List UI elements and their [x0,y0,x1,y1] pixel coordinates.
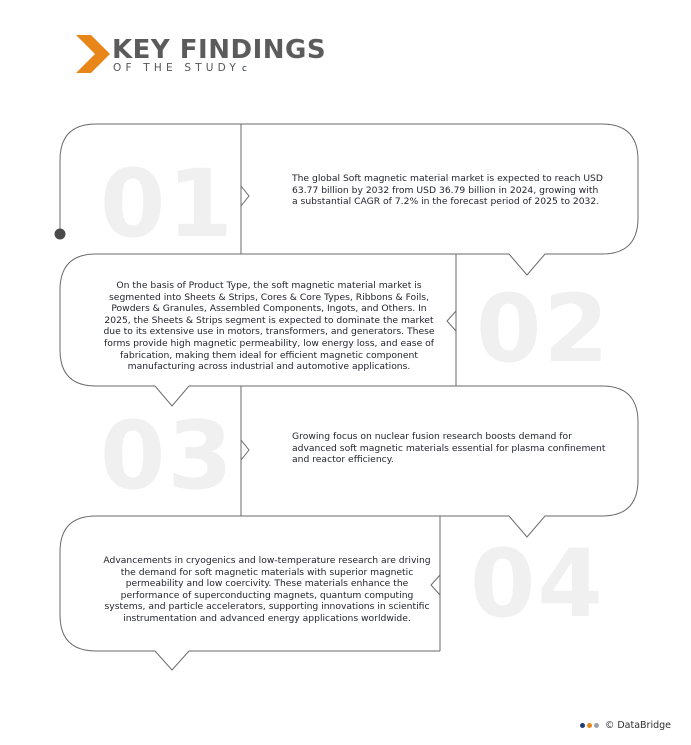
brand-dot [580,723,585,728]
footer-brand: © DataBridge [604,720,671,731]
finding-number-04: 04 [470,530,605,639]
finding-number-03: 03 [100,402,235,511]
finding-text-01: The global Soft magnetic material market is expected to reach USD 63.77 billion by 2032 from USD 36.79 billion in 2024, growing with a substantial CAGR of 7.2% in the forecast period of 2025 to 2032. [292,173,603,208]
brand-dot [587,723,592,728]
timeline-start-dot [55,229,66,240]
footer [580,720,671,731]
brand-dots-icon [580,723,599,728]
page-title: KEY FINDINGS [112,35,327,65]
finding-number-01: 01 [100,150,235,259]
finding-number-02: 02 [476,275,611,384]
brand-dot [594,723,599,728]
finding-text-04: Advancements in cryogenics and low-temperature research are driving the demand for soft magnetic materials with superior magnetic permeability and low coercivity. These materials enhance the performance of superconducting magnets, quantum computing systems, and particle accelerators, supporting innovations in scientific instrumentation and advanced energy applications worldwide. [103,555,431,624]
page-subtitle: OF THE STUDY c [113,62,247,74]
subtitle-mark: c [242,64,247,74]
finding-text-03: Growing focus on nuclear fusion research boosts demand for advanced soft magnetic materials essential for plasma confinement and reactor efficiency. [292,431,606,466]
finding-text-02: On the basis of Product Type, the soft magnetic material market is segmented into Sheets & Strips, Cores & Core Types, Ribbons & Foils, Powders & Granules, Assembled Components, Ingots, and Others. In 2025, the Sheets & Strips segment is expected to dominate the market due to its extensive use in motors, transformers, and generators. These forms provide high magnetic permeability, low energy loss, and ease of fabrication, making them ideal for efficient magnetic component manufacturing across industrial and automotive applications. [103,280,435,373]
